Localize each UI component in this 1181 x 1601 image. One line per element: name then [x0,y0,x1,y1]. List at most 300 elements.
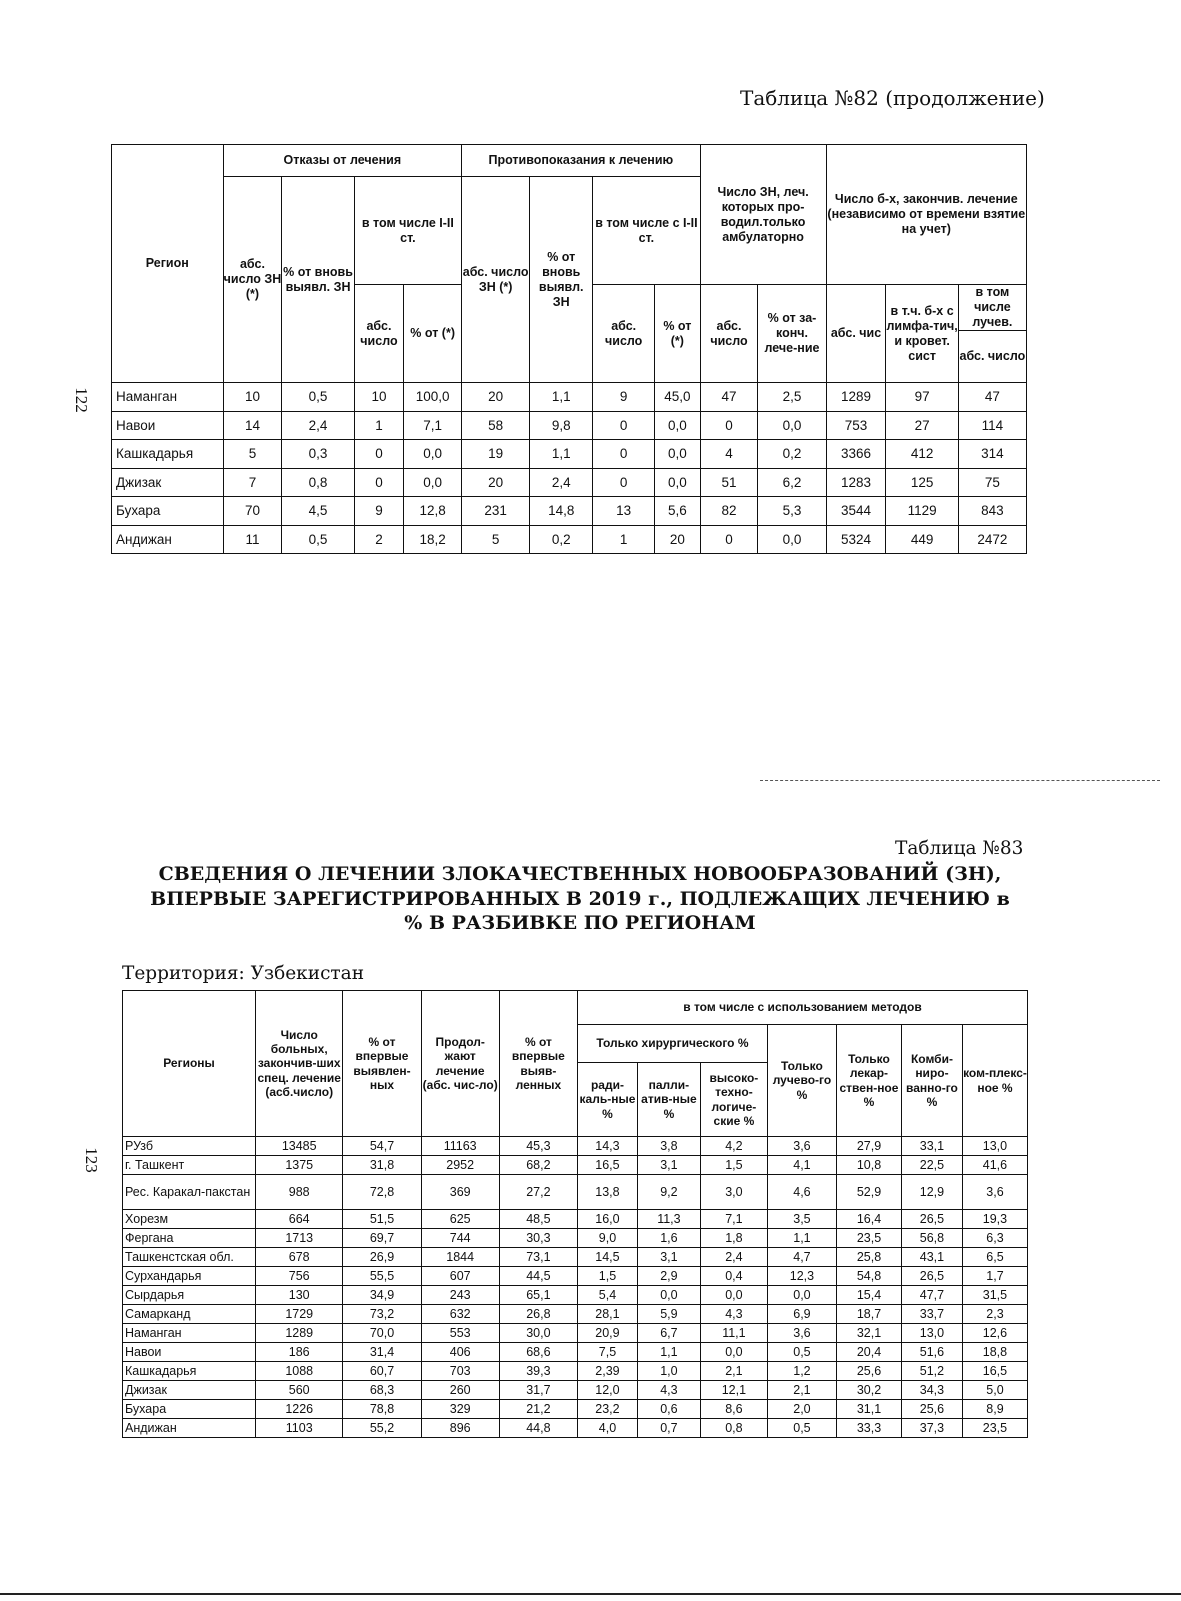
t83-cell: 31,1 [836,1400,901,1419]
t82-cell: 0,0 [655,411,700,440]
t83-cell: 20,9 [578,1324,638,1343]
t83-cell: 6,9 [767,1305,836,1324]
t83-cell: 12,0 [578,1381,638,1400]
table-row [123,1305,1028,1324]
t83-cell: 21,2 [499,1400,577,1419]
t83-cell: 65,1 [499,1286,577,1305]
t83-cell: 3,5 [767,1210,836,1229]
t83-cell: 33,3 [836,1419,901,1438]
t83-h-radical: ради-каль-ные % [578,1063,638,1137]
t83-cell: Рес. Каракал-пакстан [123,1175,256,1210]
table-row [112,468,1027,497]
t82-h-ambul: Число ЗН, леч. которых про-водил.только амбулаторно [700,145,826,285]
t83-cell: 744 [421,1229,499,1248]
t83-cell: 1,5 [700,1156,767,1175]
t83-cell: 18,7 [836,1305,901,1324]
t83-cell: 68,2 [499,1156,577,1175]
t83-cell: 13,8 [578,1175,638,1210]
t83-cell: 2,1 [767,1381,836,1400]
t83-cell: Ташкенстская обл. [123,1248,256,1267]
t82-cell: 0,0 [404,440,462,469]
t83-cell: 1088 [256,1362,343,1381]
t82-h-pct-new: % от вновь выявл. ЗН [282,177,354,383]
t83-cell: 13,0 [962,1137,1027,1156]
t83-cell: 54,8 [836,1267,901,1286]
t83-cell: 4,1 [767,1156,836,1175]
t82-cell: 753 [826,411,886,440]
t83-cell: 6,3 [962,1229,1027,1248]
t82-cell: 231 [462,497,530,526]
t83-cell: 2,3 [962,1305,1027,1324]
t83-cell: 12,9 [901,1175,962,1210]
t83-cell: 1,2 [767,1362,836,1381]
t83-cell: 13,0 [901,1324,962,1343]
t83-cell: 47,7 [901,1286,962,1305]
t83-cell: 0,6 [637,1400,700,1419]
t82-cell: 13 [593,497,655,526]
t83-h-pct-new1: % от впервые выявлен-ных [343,991,421,1137]
t82-cell: 0,0 [655,440,700,469]
t82-cell: 9 [354,497,404,526]
t83-cell: 30,0 [499,1324,577,1343]
t83-cell: 2,4 [700,1248,767,1267]
t83-cell: 1,5 [578,1267,638,1286]
t83-cell: 16,5 [578,1156,638,1175]
t82-cell: 314 [958,440,1026,469]
table-row [123,1324,1028,1343]
table-row [123,1137,1028,1156]
t83-cell: 756 [256,1267,343,1286]
table-row [123,1210,1028,1229]
table83-title: СВЕДЕНИЯ О ЛЕЧЕНИИ ЗЛОКАЧЕСТВЕННЫХ НОВООБРАЗОВАНИЙ (ЗН), ВПЕРВЫЕ ЗАРЕГИСТРИРОВАННЫХ В 2019 г., ПОДЛЕЖАЩИХ ЛЕЧЕНИЮ в % В РАЗБИВКЕ ПО РЕГИОНАМ [150,863,1010,935]
t82-cell: 0,0 [758,525,826,554]
t82-cell: 412 [886,440,958,469]
t82-cell: 1 [593,525,655,554]
t83-cell: 31,8 [343,1156,421,1175]
t83-h-combined: Комби-ниро-ванно-го % [901,1025,962,1137]
t83-cell: 73,2 [343,1305,421,1324]
t83-cell: 0,5 [767,1419,836,1438]
t82-cell: 1129 [886,497,958,526]
t83-cell: 0,5 [767,1343,836,1362]
t83-cell: 3,0 [700,1175,767,1210]
t83-cell: 260 [421,1381,499,1400]
t83-cell: 6,7 [637,1324,700,1343]
t83-cell: 78,8 [343,1400,421,1419]
t83-cell: 54,7 [343,1137,421,1156]
t82-cell: 20 [462,468,530,497]
t83-cell: 39,3 [499,1362,577,1381]
t82-cell: 10 [223,383,282,412]
t83-cell: 12,6 [962,1324,1027,1343]
t83-cell: 55,2 [343,1419,421,1438]
t82-cell: 2 [354,525,404,554]
t82-cell: 0 [700,525,758,554]
t82-cell: 449 [886,525,958,554]
t83-cell: Сырдарья [123,1286,256,1305]
t83-cell: 11163 [421,1137,499,1156]
table82-caption: Таблица №82 (продолжение) [740,86,1045,110]
t83-cell: 14,5 [578,1248,638,1267]
t83-cell: 52,9 [836,1175,901,1210]
t83-cell: 25,8 [836,1248,901,1267]
t83-cell: 30,2 [836,1381,901,1400]
t83-cell: 988 [256,1175,343,1210]
t83-cell: 703 [421,1362,499,1381]
t83-cell: 26,8 [499,1305,577,1324]
t83-cell: 31,5 [962,1286,1027,1305]
t82-h-pct-new2: % от вновь выявл. ЗН [530,177,593,383]
t82-h-incl-ray: в том числе лучев. [958,285,1026,331]
page-bottom-edge [0,1593,1181,1595]
t83-cell: 51,5 [343,1210,421,1229]
t82-h-abs-num3: абс. число [700,285,758,383]
t82-cell: 4,5 [282,497,354,526]
t82-cell: 0,2 [758,440,826,469]
t83-cell: 8,9 [962,1400,1027,1419]
t83-cell: 0,0 [637,1286,700,1305]
t82-cell: 11 [223,525,282,554]
table-row [112,440,1027,469]
table-row [112,497,1027,526]
t82-cell: Бухара [112,497,224,526]
t83-cell: 7,1 [700,1210,767,1229]
t82-cell: 5,6 [655,497,700,526]
t83-cell: 553 [421,1324,499,1343]
t82-h-abs-num: абс. число [354,285,404,383]
t82-cell: 20 [462,383,530,412]
t83-cell: РУзб [123,1137,256,1156]
t83-cell: 72,8 [343,1175,421,1210]
t82-cell: 0 [593,468,655,497]
t82-cell: 0,0 [758,411,826,440]
table-row [112,411,1027,440]
table-row [123,1229,1028,1248]
t83-cell: 0,4 [700,1267,767,1286]
table-row [123,1248,1028,1267]
table83-caption: Таблица №83 [895,838,1024,859]
t82-cell: Джизак [112,468,224,497]
t82-cell: 45,0 [655,383,700,412]
table-row [123,1381,1028,1400]
t83-cell: Джизак [123,1381,256,1400]
t83-cell: 2,9 [637,1267,700,1286]
t83-cell: 1,0 [637,1362,700,1381]
t83-cell: 23,5 [836,1229,901,1248]
t82-cell: 114 [958,411,1026,440]
t82-cell: 1289 [826,383,886,412]
t82-cell: Кашкадарья [112,440,224,469]
t83-cell: 11,3 [637,1210,700,1229]
t83-h-methods: в том числе с использованием методов [578,991,1028,1025]
t83-cell: 33,1 [901,1137,962,1156]
t83-cell: 25,6 [836,1362,901,1381]
t82-cell: 75 [958,468,1026,497]
t82-cell: 1 [354,411,404,440]
t83-cell: 896 [421,1419,499,1438]
table83 [122,990,1028,1438]
t83-cell: 37,3 [901,1419,962,1438]
t82-cell: 0 [593,440,655,469]
t83-cell: 55,5 [343,1267,421,1286]
t82-cell: 19 [462,440,530,469]
t83-cell: 664 [256,1210,343,1229]
t83-cell: 68,6 [499,1343,577,1362]
t83-cell: Андижан [123,1419,256,1438]
t83-cell: 73,1 [499,1248,577,1267]
t83-cell: 12,1 [700,1381,767,1400]
t83-cell: 1289 [256,1324,343,1343]
t83-cell: 3,6 [962,1175,1027,1210]
table-row [112,383,1027,412]
t82-cell: 3366 [826,440,886,469]
t83-cell: 1713 [256,1229,343,1248]
t83-cell: 2952 [421,1156,499,1175]
t83-cell: 51,2 [901,1362,962,1381]
table-row [112,525,1027,554]
t82-h-abs-num4: абс. число [958,331,1026,383]
t82-h-abs-num2: абс. число [593,285,655,383]
t83-cell: 20,4 [836,1343,901,1362]
t83-cell: 19,3 [962,1210,1027,1229]
t83-cell: 48,5 [499,1210,577,1229]
t82-cell: 0,8 [282,468,354,497]
territory-label: Территория: Узбекистан [122,963,365,984]
t82-h-incl-lymph: в т.ч. б-х с лимфа-тич, и кровет. сист [886,285,958,383]
t82-cell: 9,8 [530,411,593,440]
t82-cell: 47 [700,383,758,412]
t82-cell: 12,8 [404,497,462,526]
t83-cell: 8,6 [700,1400,767,1419]
t82-cell: 0,2 [530,525,593,554]
t82-h-abs-zn2: абс. число ЗН (*) [462,177,530,383]
t83-h-drug: Только лекар-ствен-ное % [836,1025,901,1137]
t83-cell: 51,6 [901,1343,962,1362]
t82-cell: 7,1 [404,411,462,440]
t83-h-complex: ком-плекс-ное % [962,1025,1027,1137]
t82-cell: 1,1 [530,383,593,412]
t83-cell: 31,7 [499,1381,577,1400]
t83-cell: 0,0 [700,1343,767,1362]
t83-cell: 3,6 [767,1137,836,1156]
t83-cell: 2,0 [767,1400,836,1419]
t83-cell: 186 [256,1343,343,1362]
t83-cell: 68,3 [343,1381,421,1400]
t83-cell: 7,5 [578,1343,638,1362]
t82-cell: Андижан [112,525,224,554]
t83-cell: 369 [421,1175,499,1210]
t83-cell: 10,8 [836,1156,901,1175]
t83-cell: 3,8 [637,1137,700,1156]
t82-cell: 51 [700,468,758,497]
t83-cell: 5,4 [578,1286,638,1305]
t83-cell: 632 [421,1305,499,1324]
t82-cell: 843 [958,497,1026,526]
t83-cell: 607 [421,1267,499,1286]
t83-cell: 4,3 [637,1381,700,1400]
t83-cell: Кашкадарья [123,1362,256,1381]
t82-cell: 0 [354,468,404,497]
t82-cell: 10 [354,383,404,412]
t83-cell: 560 [256,1381,343,1400]
t83-cell: 18,8 [962,1343,1027,1362]
t83-cell: 32,1 [836,1324,901,1343]
t83-h-surgery: Только хирургического % [578,1025,768,1063]
t83-h-completed: Число больных, закончив-ших спец. лечение (асб.число) [256,991,343,1137]
t83-cell: 4,7 [767,1248,836,1267]
t83-cell: 243 [421,1286,499,1305]
t82-cell: 5 [462,525,530,554]
t82-cell: 2472 [958,525,1026,554]
t82-cell: 0,5 [282,525,354,554]
t82-cell: 1,1 [530,440,593,469]
t83-cell: 4,0 [578,1419,638,1438]
t83-cell: 5,0 [962,1381,1027,1400]
page-number-122: 122 [71,387,91,413]
t83-cell: 2,39 [578,1362,638,1381]
t82-h-abs-zn: абс. число ЗН (*) [223,177,282,383]
t83-h-palliative: палли-атив-ные % [637,1063,700,1137]
t83-cell: 9,2 [637,1175,700,1210]
t83-cell: 5,9 [637,1305,700,1324]
t82-h-abs-chis: абс. чис [826,285,886,383]
t83-cell: 678 [256,1248,343,1267]
t83-cell: 0,7 [637,1419,700,1438]
t83-cell: 1,1 [637,1343,700,1362]
t83-cell: 3,1 [637,1156,700,1175]
t83-cell: 60,7 [343,1362,421,1381]
t82-cell: 2,5 [758,383,826,412]
table-row [123,1419,1028,1438]
t82-cell: 47 [958,383,1026,412]
t83-cell: 27,9 [836,1137,901,1156]
t82-h-pct-star: % от (*) [404,285,462,383]
t83-cell: 4,3 [700,1305,767,1324]
t82-h-incl12b: в том числе с I-II ст. [593,177,700,285]
table-row [123,1156,1028,1175]
t82-cell: 0,0 [655,468,700,497]
t83-cell: 4,6 [767,1175,836,1210]
t82-h-pct-star2: % от (*) [655,285,700,383]
t82-cell: 2,4 [282,411,354,440]
t83-cell: 69,7 [343,1229,421,1248]
t82-cell: 100,0 [404,383,462,412]
t82-cell: 27 [886,411,958,440]
t83-cell: 16,0 [578,1210,638,1229]
t83-cell: 45,3 [499,1137,577,1156]
t82-cell: 0,0 [404,468,462,497]
t83-cell: 406 [421,1343,499,1362]
t83-cell: 1226 [256,1400,343,1419]
t82-cell: 97 [886,383,958,412]
t83-cell: 0,8 [700,1419,767,1438]
t83-cell: 0,0 [700,1286,767,1305]
t82-h-region: Регион [112,145,224,383]
t82-cell: 5,3 [758,497,826,526]
t83-cell: 23,5 [962,1419,1027,1438]
table82 [111,144,1027,554]
t83-cell: Хорезм [123,1210,256,1229]
t83-cell: 4,2 [700,1137,767,1156]
t83-cell: 14,3 [578,1137,638,1156]
t83-cell: 56,8 [901,1229,962,1248]
t83-cell: 1,1 [767,1229,836,1248]
t83-cell: 26,9 [343,1248,421,1267]
t82-cell: 6,2 [758,468,826,497]
t83-cell: 44,8 [499,1419,577,1438]
table-row [123,1286,1028,1305]
t82-h-contra: Противопоказания к лечению [462,145,701,177]
t83-h-pct-new2: % от впервые выяв-ленных [499,991,577,1137]
t83-cell: г. Ташкент [123,1156,256,1175]
t83-cell: 34,9 [343,1286,421,1305]
t83-cell: 16,4 [836,1210,901,1229]
t83-cell: Бухара [123,1400,256,1419]
t83-cell: 625 [421,1210,499,1229]
t83-cell: 41,6 [962,1156,1027,1175]
t82-cell: Наманган [112,383,224,412]
t83-cell: 26,5 [901,1210,962,1229]
t82-cell: 5324 [826,525,886,554]
t83-cell: 43,1 [901,1248,962,1267]
t83-h-continuing: Продол-жают лечение (абс. чис-ло) [421,991,499,1137]
t82-cell: 0,3 [282,440,354,469]
t83-cell: Сурхандарья [123,1267,256,1286]
t82-cell: 9 [593,383,655,412]
t82-h-pct-compl: % от за-конч. лече-ние [758,285,826,383]
t82-cell: 20 [655,525,700,554]
t82-cell: 0,5 [282,383,354,412]
t83-cell: 1103 [256,1419,343,1438]
t83-cell: 329 [421,1400,499,1419]
t82-cell: 0 [700,411,758,440]
t83-h-hightech: высоко-техно-логиче-ские % [700,1063,767,1137]
t83-cell: 1,7 [962,1267,1027,1286]
table-row [123,1267,1028,1286]
t83-cell: 6,5 [962,1248,1027,1267]
t82-cell: 2,4 [530,468,593,497]
t82-h-refusals: Отказы от лечения [223,145,462,177]
t82-cell: 18,2 [404,525,462,554]
table-row [123,1362,1028,1381]
t82-cell: 7 [223,468,282,497]
t82-cell: 14,8 [530,497,593,526]
table-row [123,1175,1028,1210]
scan-divider [760,780,1160,782]
t82-h-completed: Число б-х, закончив. лечение (независимо от времени взятие на учет) [826,145,1026,285]
t83-cell: 13485 [256,1137,343,1156]
t82-cell: 58 [462,411,530,440]
t83-cell: Фергана [123,1229,256,1248]
t83-cell: 0,0 [767,1286,836,1305]
t83-cell: 2,1 [700,1362,767,1381]
t82-h-incl12: в том числе I-II ст. [354,177,461,285]
t83-cell: 12,3 [767,1267,836,1286]
t83-cell: 30,3 [499,1229,577,1248]
t83-cell: 1375 [256,1156,343,1175]
t83-cell: 33,7 [901,1305,962,1324]
t83-cell: 44,5 [499,1267,577,1286]
t83-cell: 23,2 [578,1400,638,1419]
t83-cell: 22,5 [901,1156,962,1175]
t83-cell: 1,6 [637,1229,700,1248]
t83-cell: 11,1 [700,1324,767,1343]
t83-h-ray: Только лучево-го % [767,1025,836,1137]
t83-cell: 28,1 [578,1305,638,1324]
t82-cell: Навои [112,411,224,440]
t83-cell: Наманган [123,1324,256,1343]
t82-cell: 125 [886,468,958,497]
